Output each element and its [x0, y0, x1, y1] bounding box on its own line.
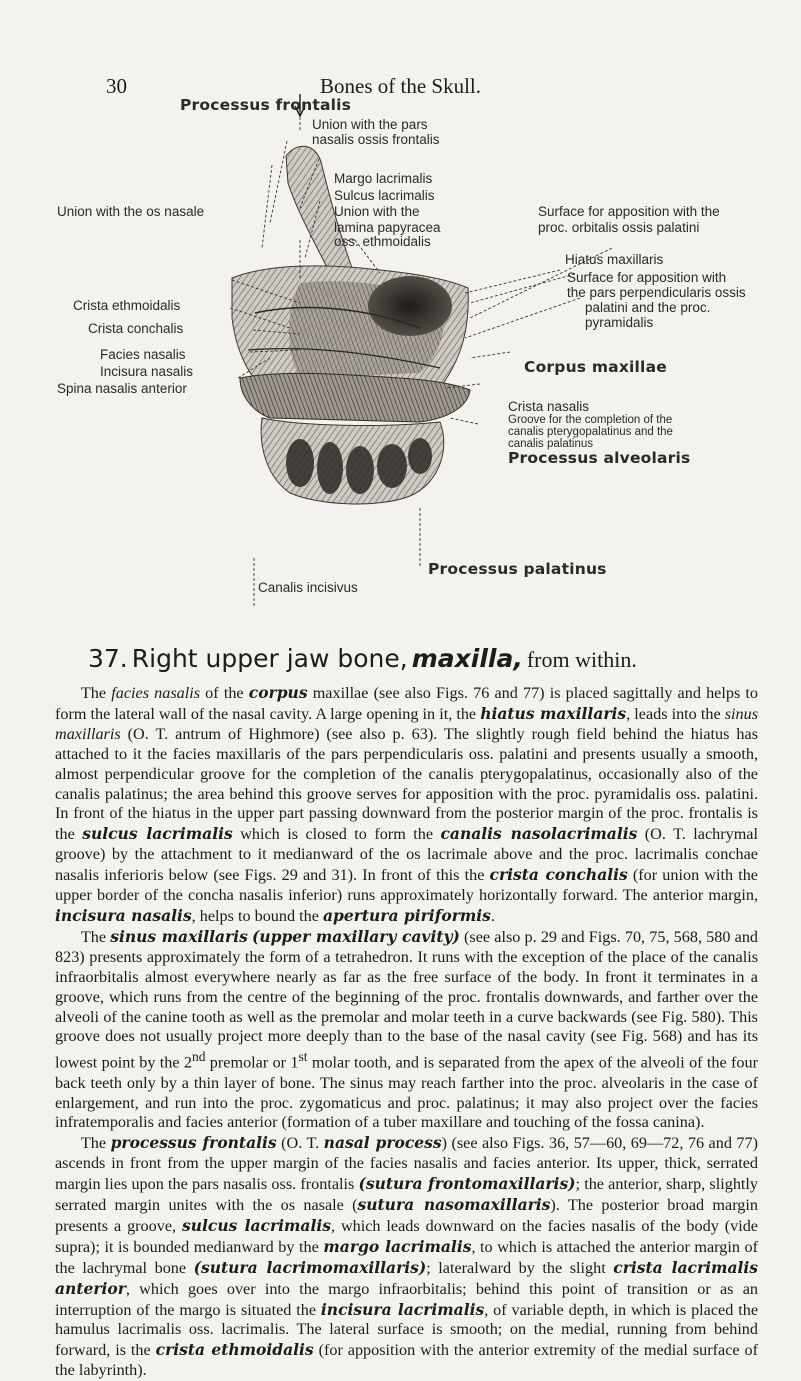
text-run: ; the anterior, sharp, slightly serrated margin unites with the os nasale ( — [55, 1175, 758, 1215]
label-canalis-incisivus: Canalis incisivus — [258, 580, 358, 595]
paragraph-2 — [55, 927, 758, 1133]
label-union-pars-2: nasalis ossis frontalis — [312, 132, 440, 147]
label-union-pars-1: Union with the pars — [312, 117, 428, 132]
text-run: which is closed to form the — [232, 825, 441, 844]
text-run: The — [80, 1134, 111, 1153]
term-bold: canalis nasolacrimalis — [440, 824, 638, 844]
term-bold: nasal process — [323, 1133, 442, 1153]
text-run: , which leads downward on the facies nasalis of the body (vide supra); it is bounded medianward by the — [55, 1216, 758, 1256]
term-bold: corpus — [248, 683, 308, 702]
hiatus-maxillaris-shape — [368, 276, 452, 336]
term-bold: hiatus maxillaris — [480, 703, 627, 723]
label-surface-perp-3: palatini and the proc. — [585, 300, 711, 315]
text-run: (for apposition with the anterior extremity of the medial surface of the labyrinth). — [55, 1341, 758, 1380]
caption-latin: maxilla, — [411, 644, 523, 673]
label-margo-lacrimalis: Margo lacrimalis — [334, 171, 433, 186]
term: sinus maxillaris — [55, 704, 758, 743]
label-groove-2: canalis pterygopalatinus and the — [508, 426, 673, 438]
text-run: , leads into the — [626, 704, 725, 723]
text-run: (O. T. antrum of Highmore) (see also p. 63). The slightly rough field behind the hiatus has attached to it the facies maxillaris of the pars perpendicularis oss. palatini and presents usually a smooth, almost perpendicular groove for the completion of the canalis pterygopalatinus, occasionally also of the canalis palatinus; the area behind this groove serves for apposition with the proc. pyramidalis oss. palatini. In front of the hiatus in the upper part passing downward from the posterior margin of the proc. frontalis is the — [55, 724, 758, 844]
label-surface-perp-1: Surface for apposition with — [567, 270, 727, 285]
label-crista-nasalis: Crista nasalis — [508, 399, 590, 414]
paragraph-1 — [55, 683, 758, 927]
caption-title: Right upper jaw bone, — [131, 644, 408, 673]
label-surface-orbitalis-2: proc. orbitalis ossis palatini — [538, 220, 700, 235]
label-facies-nasalis: Facies nasalis — [100, 347, 186, 362]
label-sulcus-lacrimalis: Sulcus lacrimalis — [334, 188, 435, 203]
paragraph-3 — [55, 1133, 758, 1381]
figure-caption — [88, 644, 637, 673]
text-run: premolar or 1 — [205, 1053, 299, 1072]
caption-suffix: from within. — [526, 647, 637, 672]
caption-number: 37. — [88, 644, 128, 673]
text-run: , helps to bound the — [191, 906, 323, 925]
figure-maxilla — [0, 88, 801, 633]
term-bold: sinus maxillaris — [110, 926, 248, 946]
term: facies nasalis — [111, 684, 201, 702]
term-bold: crista ethmoidalis — [155, 1340, 314, 1360]
ordinal: nd — [191, 1049, 206, 1065]
term-bold: sulcus lacrimalis — [182, 1215, 331, 1235]
term-bold: (sutura lacrimomaxillaris) — [193, 1257, 427, 1277]
page-number: 30 — [106, 74, 127, 98]
term-bold: incisura nasalis — [55, 905, 192, 925]
label-spina-nasalis: Spina nasalis anterior — [57, 381, 187, 396]
text-run: of the — [200, 684, 249, 702]
term-bold: processus frontalis — [110, 1133, 277, 1153]
text-run: , which goes over into the margo infraorbitalis; behind this point of transition or as an interruption of the margo is situated the — [55, 1279, 758, 1319]
text-run: The — [80, 684, 112, 702]
label-union-os-nasale: Union with the os nasale — [57, 204, 205, 219]
label-processus-alveolaris: Processus alveolaris — [508, 449, 691, 467]
term-bold: sutura nasomaxillaris — [357, 1195, 551, 1215]
label-groove-3: canalis palatinus — [508, 438, 594, 450]
text-run: molar tooth, and is separated from the apex of the alveoli of the four back teeth only by a thin layer of bone. The sinus may reach farther into the proc. alveolaris in the case of enlargement, and run into the proc. zygomaticus and proc. palatinus; it may also project over the facies infratemporalis and facies anterior (formation of a tuber maxillare and touching of the fossa canina). — [55, 1053, 758, 1132]
label-groove-1: Groove for the completion of the — [508, 414, 673, 426]
running-title: Bones of the Skull. — [320, 74, 481, 98]
term-bold: crista conchalis — [489, 865, 628, 885]
label-incisura-nasalis: Incisura nasalis — [100, 364, 194, 379]
text-run: . — [490, 906, 495, 925]
text-run: (O. T. — [276, 1134, 324, 1153]
text-run: , of variable depth, in which is placed the hamulus lacrimalis oss. lacrimalis. The lateral surface is smooth; on the medial, running from behind forward, is the — [55, 1300, 758, 1360]
label-surface-orbitalis-1: Surface for apposition with the — [538, 204, 720, 219]
ordinal: st — [298, 1049, 308, 1065]
label-surface-perp-2: the pars perpendicularis ossis — [567, 285, 746, 300]
label-union-lamina-1: Union with the — [334, 204, 420, 219]
label-crista-conchalis: Crista conchalis — [88, 321, 184, 336]
label-union-lamina-2: lamina papyracea — [334, 220, 441, 235]
text-run: , to which is attached the anterior margin of the lachrymal bone — [55, 1237, 758, 1277]
body-text — [55, 683, 758, 1381]
term-bold: apertura piriformis — [322, 905, 491, 925]
term-bold: (upper maxillary cavity) — [252, 926, 460, 946]
term-bold: incisura lacrimalis — [320, 1299, 485, 1319]
term-bold: sulcus lacrimalis — [82, 824, 233, 844]
text-run: (O. T. lachrymal groove) by the attachment to it medianward of the os lacrimale above and the proc. lacrimalis conchae nasalis inferioris below (see Figs. 29 and 31). In front of this the — [55, 825, 758, 885]
term-bold: (sutura frontomaxillaris) — [358, 1174, 576, 1194]
label-hiatus-maxillaris: Hiatus maxillaris — [565, 252, 664, 267]
text-run: (for union with the upper border of the concha nasalis inferior) runs approximately horizontally forward. The anterior margin, — [55, 866, 758, 905]
text-run: The — [80, 927, 111, 946]
text-run: (see also p. 29 and Figs. 70, 75, 568, 580 and 823) presents approximately the form of a tetrahedron. It runs with the exception of the place of the canalis infraorbitalis almost everywhere nearly as far as the free surface of the body. In front it terminates in a groove, which runs from the centre of the beginning of the proc. frontalis downwards, and farther over the alveoli of the canine tooth as well as the premolar and molar teeth in a curve backwards (see Fig. 580). This groove does not usually project more deeply than to the base of the nasal cavity (see Fig. 568) and has its lowest point by the 2 — [55, 927, 759, 1072]
label-processus-palatinus: Processus palatinus — [428, 560, 607, 578]
term-bold: crista lacrimalis anterior — [55, 1257, 758, 1298]
label-union-lamina-3: oss. ethmoidalis — [334, 234, 431, 249]
text-run: ) (see also Figs. 36, 57—60, 69—72, 76 and 77) ascends in front from the upper margin of the facies nasalis and facies anterior. Its upper, thick, serrated margin lies upon the pars nasalis oss. frontalis — [55, 1134, 758, 1194]
label-corpus-maxillae: Corpus maxillae — [524, 358, 667, 376]
term-bold: margo lacrimalis — [323, 1236, 472, 1256]
label-crista-ethmoidalis: Crista ethmoidalis — [73, 298, 181, 313]
label-processus-frontalis: Processus frontalis — [180, 96, 352, 114]
text-run: ; lateralward by the slight — [426, 1258, 614, 1277]
text-run: ). The posterior broad margin presents a groove, — [55, 1196, 758, 1235]
text-run: maxillae (see also Figs. 76 and 77) is placed sagittally and helps to form the lateral wall of the nasal cavity. A large opening in it, the — [55, 684, 759, 723]
label-surface-perp-4: pyramidalis — [585, 315, 654, 330]
